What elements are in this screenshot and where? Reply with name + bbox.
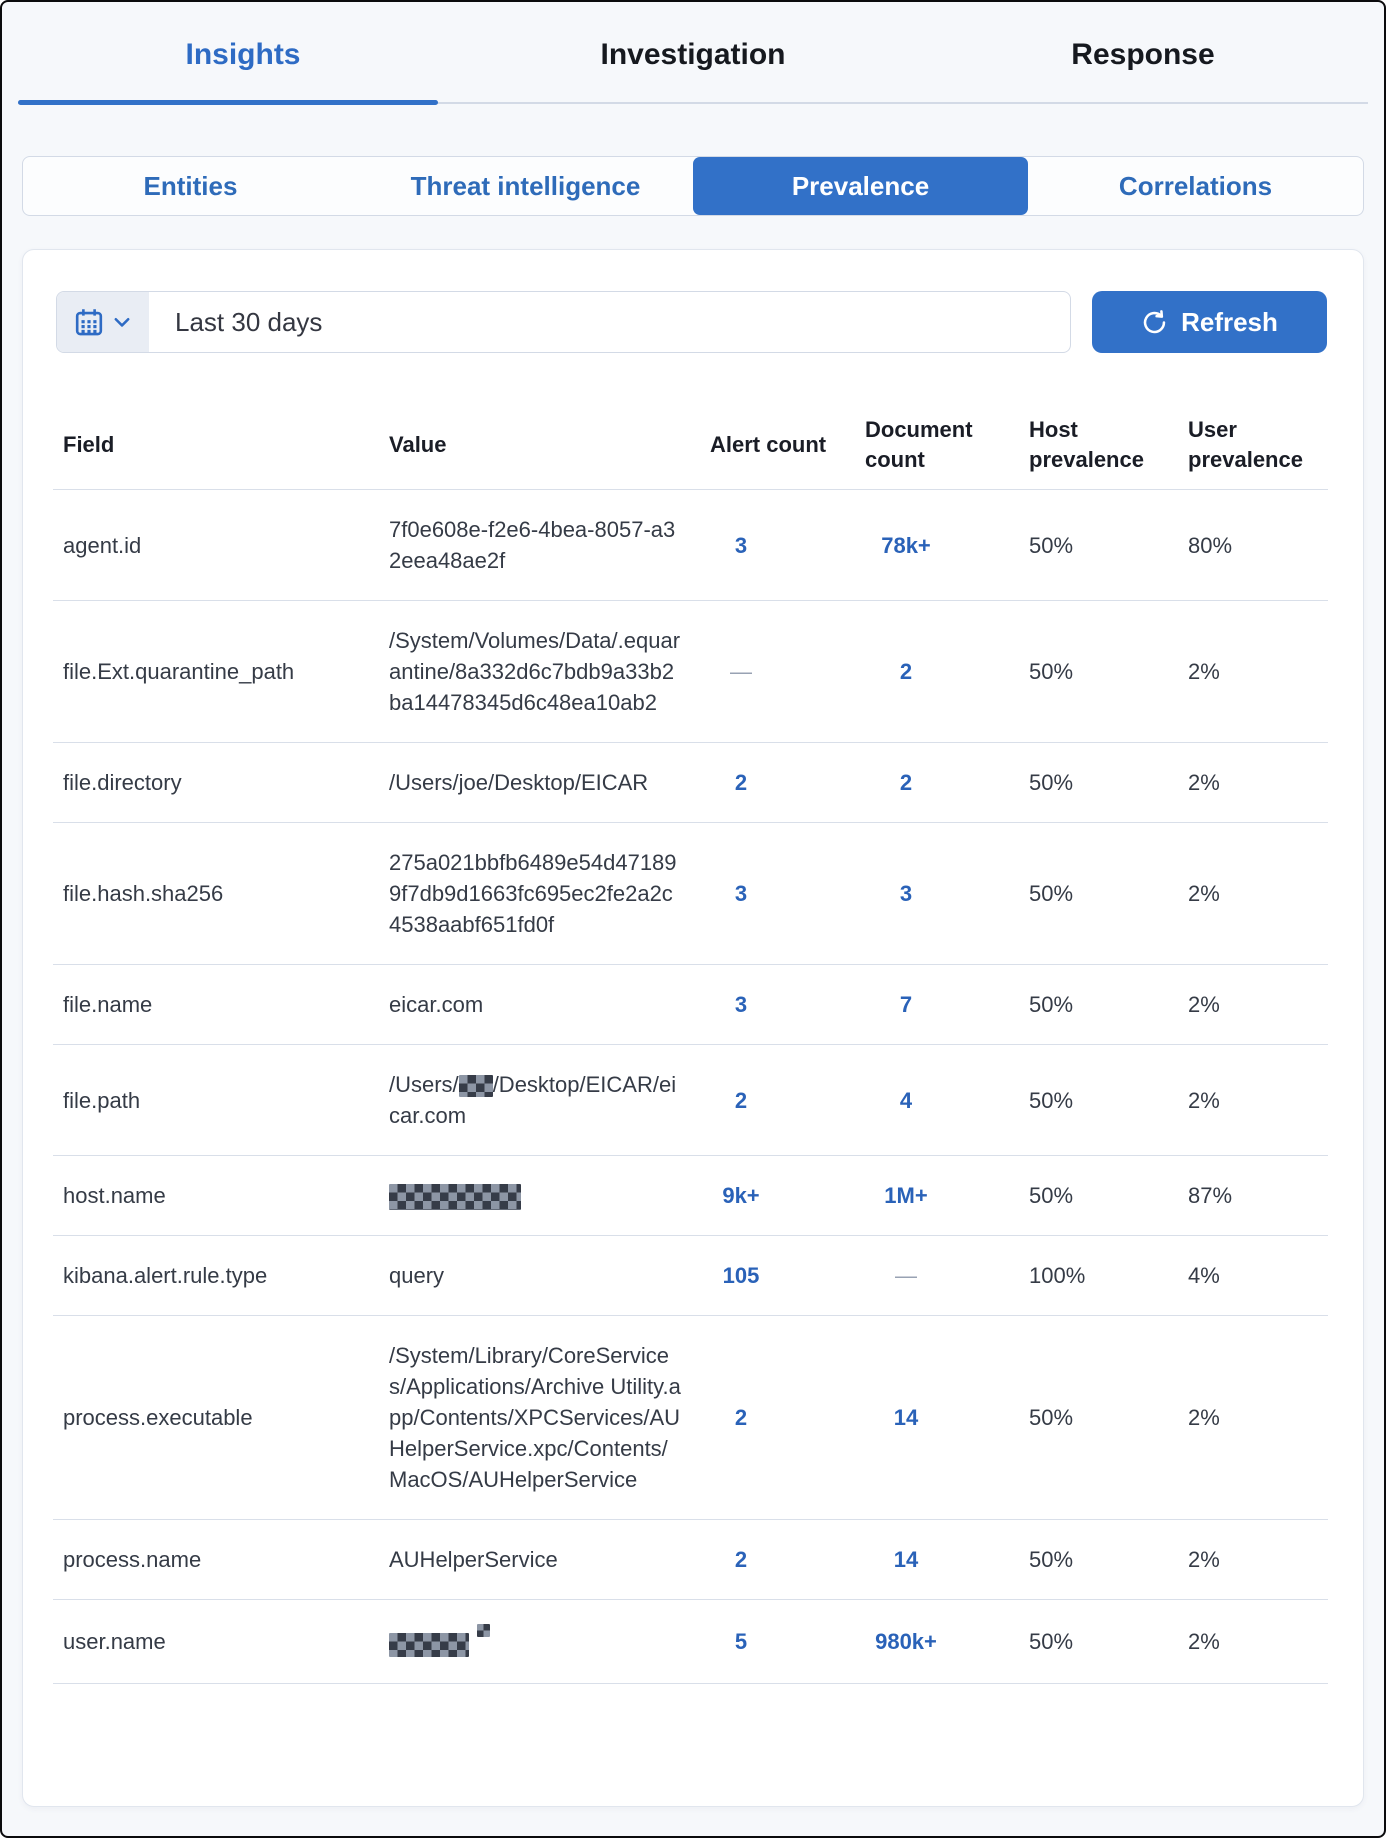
field-name: process.name [63, 1547, 202, 1572]
user-prevalence-value: 4% [1188, 1263, 1220, 1288]
user-prevalence-value: 2% [1188, 1547, 1220, 1572]
subtab-threat-intelligence[interactable]: Threat intelligence [410, 170, 641, 201]
alert-count[interactable]: 5 [734, 1629, 748, 1654]
host-prevalence-value: 50% [1029, 1183, 1074, 1208]
table-row [53, 1316, 1328, 1520]
table-row [53, 1520, 1328, 1600]
user-prevalence-value: 2% [1188, 881, 1220, 906]
field-name: kibana.alert.rule.type [63, 1263, 268, 1288]
redacted-value [389, 1633, 469, 1657]
field-name: file.path [63, 1087, 141, 1113]
tab-investigation[interactable]: Investigation [600, 38, 786, 71]
tab-underline-track [18, 102, 1368, 104]
tab-insights[interactable]: Insights [185, 38, 301, 71]
col-header-user-prevalence: User prevalence [1188, 417, 1303, 472]
document-count[interactable]: 78k+ [881, 532, 931, 558]
redacted-value [459, 1075, 493, 1097]
col-header-host-prevalence: Host prevalence [1029, 417, 1144, 472]
document-count[interactable]: 4 [899, 1087, 913, 1113]
col-header-document-count: Document count [865, 417, 973, 472]
field-name: user.name [63, 1629, 166, 1654]
table-row [53, 965, 1328, 1045]
field-value: /System/Library/CoreServices/Applications/Archive Utility.app/Contents/XPCServices/AUHelperService.xpc/Contents/MacOS/AUHelperService [389, 1343, 681, 1492]
table-body [53, 490, 1328, 1684]
document-count[interactable]: 14 [893, 1547, 919, 1572]
active-tab-indicator [18, 100, 438, 105]
subtab-entities[interactable]: Entities [143, 170, 238, 201]
calendar-icon [74, 306, 104, 338]
prevalence-table [53, 415, 1328, 1684]
alert-count[interactable]: 2 [734, 1405, 748, 1430]
user-prevalence-value: 2% [1188, 992, 1220, 1017]
col-header-alert-count: Alert count [710, 432, 827, 457]
document-count[interactable]: 2 [899, 770, 913, 795]
table-row [53, 1600, 1328, 1684]
field-value: /System/Volumes/Data/.equarantine/8a332d6c7bdb9a33b2ba14478345d6c48ea10ab2 [389, 628, 681, 715]
prevalence-panel [22, 249, 1364, 1807]
table-row [53, 490, 1328, 601]
tab-response[interactable]: Response [1071, 38, 1215, 71]
col-header-value: Value [389, 432, 447, 457]
user-prevalence-value: 87% [1188, 1183, 1233, 1208]
col-header-field: Field [63, 432, 115, 457]
alert-count[interactable]: 3 [734, 992, 748, 1017]
document-count[interactable]: 1M+ [884, 1183, 928, 1208]
subtab-prevalence[interactable]: Prevalence [693, 157, 1028, 215]
redacted-value [477, 1624, 490, 1637]
host-prevalence-value: 50% [1029, 532, 1074, 558]
field-name: file.hash.sha256 [63, 881, 224, 906]
user-prevalence-value: 2% [1188, 1405, 1220, 1430]
field-value: /Users/ /Desktop/EICAR/eicar.com [389, 1072, 677, 1128]
field-value [389, 1180, 710, 1211]
refresh-icon [1141, 309, 1168, 336]
document-count[interactable]: 2 [899, 659, 913, 684]
field-name: file.Ext.quarantine_path [63, 659, 295, 684]
document-count[interactable]: 980k+ [875, 1629, 937, 1654]
field-name: file.name [63, 992, 153, 1017]
field-value [389, 1624, 710, 1659]
alert-count[interactable]: 2 [734, 1087, 748, 1113]
field-name: process.executable [63, 1405, 253, 1430]
alert-count[interactable]: 105 [722, 1263, 760, 1288]
table-row [53, 1045, 1328, 1156]
field-name: host.name [63, 1183, 166, 1208]
date-range-value[interactable]: Last 30 days [175, 306, 323, 337]
insights-button-group [22, 156, 1364, 216]
host-prevalence-value: 50% [1029, 1547, 1074, 1572]
user-prevalence-value: 80% [1188, 532, 1233, 558]
host-prevalence-value: 50% [1029, 1629, 1074, 1654]
host-prevalence-value: 50% [1029, 770, 1074, 795]
user-prevalence-value: 2% [1188, 1087, 1220, 1113]
chevron-down-icon [111, 311, 133, 333]
table-row [53, 1156, 1328, 1236]
host-prevalence-value: 50% [1029, 659, 1074, 684]
host-prevalence-value: 50% [1029, 881, 1074, 906]
alert-count[interactable]: 2 [734, 770, 748, 795]
alert-count[interactable]: 2 [734, 1547, 748, 1572]
table-row [53, 1236, 1328, 1316]
table-row [53, 823, 1328, 965]
field-value: /Users/joe/Desktop/EICAR [389, 770, 649, 795]
date-range-picker[interactable] [56, 291, 1071, 353]
document-count[interactable]: 7 [899, 992, 913, 1017]
alert-count[interactable]: 3 [734, 532, 748, 558]
field-name: agent.id [63, 532, 142, 558]
subtab-correlations[interactable]: Correlations [1118, 170, 1273, 201]
host-prevalence-value: 100% [1029, 1263, 1086, 1288]
user-prevalence-value: 2% [1188, 1629, 1220, 1654]
refresh-label: Refresh [1181, 306, 1278, 337]
host-prevalence-value: 50% [1029, 1405, 1074, 1430]
table-row [53, 743, 1328, 823]
redacted-value [389, 1184, 521, 1210]
document-count[interactable]: 14 [893, 1405, 919, 1430]
table-row [53, 601, 1328, 743]
host-prevalence-value: 50% [1029, 1087, 1074, 1113]
field-value: AUHelperService [389, 1547, 558, 1572]
user-prevalence-value: 2% [1188, 659, 1220, 684]
field-value: 7f0e608e-f2e6-4bea-8057-a32eea48ae2f [389, 517, 676, 573]
alert-count: — [730, 659, 752, 684]
alert-count[interactable]: 3 [734, 881, 748, 906]
alert-count[interactable]: 9k+ [722, 1183, 760, 1208]
refresh-button[interactable] [1092, 291, 1327, 353]
field-name: file.directory [63, 770, 182, 795]
document-count[interactable]: 3 [899, 881, 913, 906]
document-count: — [895, 1263, 917, 1288]
field-value: query [389, 1263, 445, 1288]
date-picker-quick-menu[interactable] [57, 292, 149, 352]
field-value: 275a021bbfb6489e54d471899f7db9d1663fc695ec2fe2a2c4538aabf651fd0f [389, 850, 677, 937]
top-tab-bar [18, 2, 1368, 104]
user-prevalence-value: 2% [1188, 770, 1220, 795]
toolbar [23, 291, 1363, 353]
field-value: eicar.com [389, 992, 484, 1017]
host-prevalence-value: 50% [1029, 992, 1074, 1017]
table-header-row [53, 415, 1328, 490]
